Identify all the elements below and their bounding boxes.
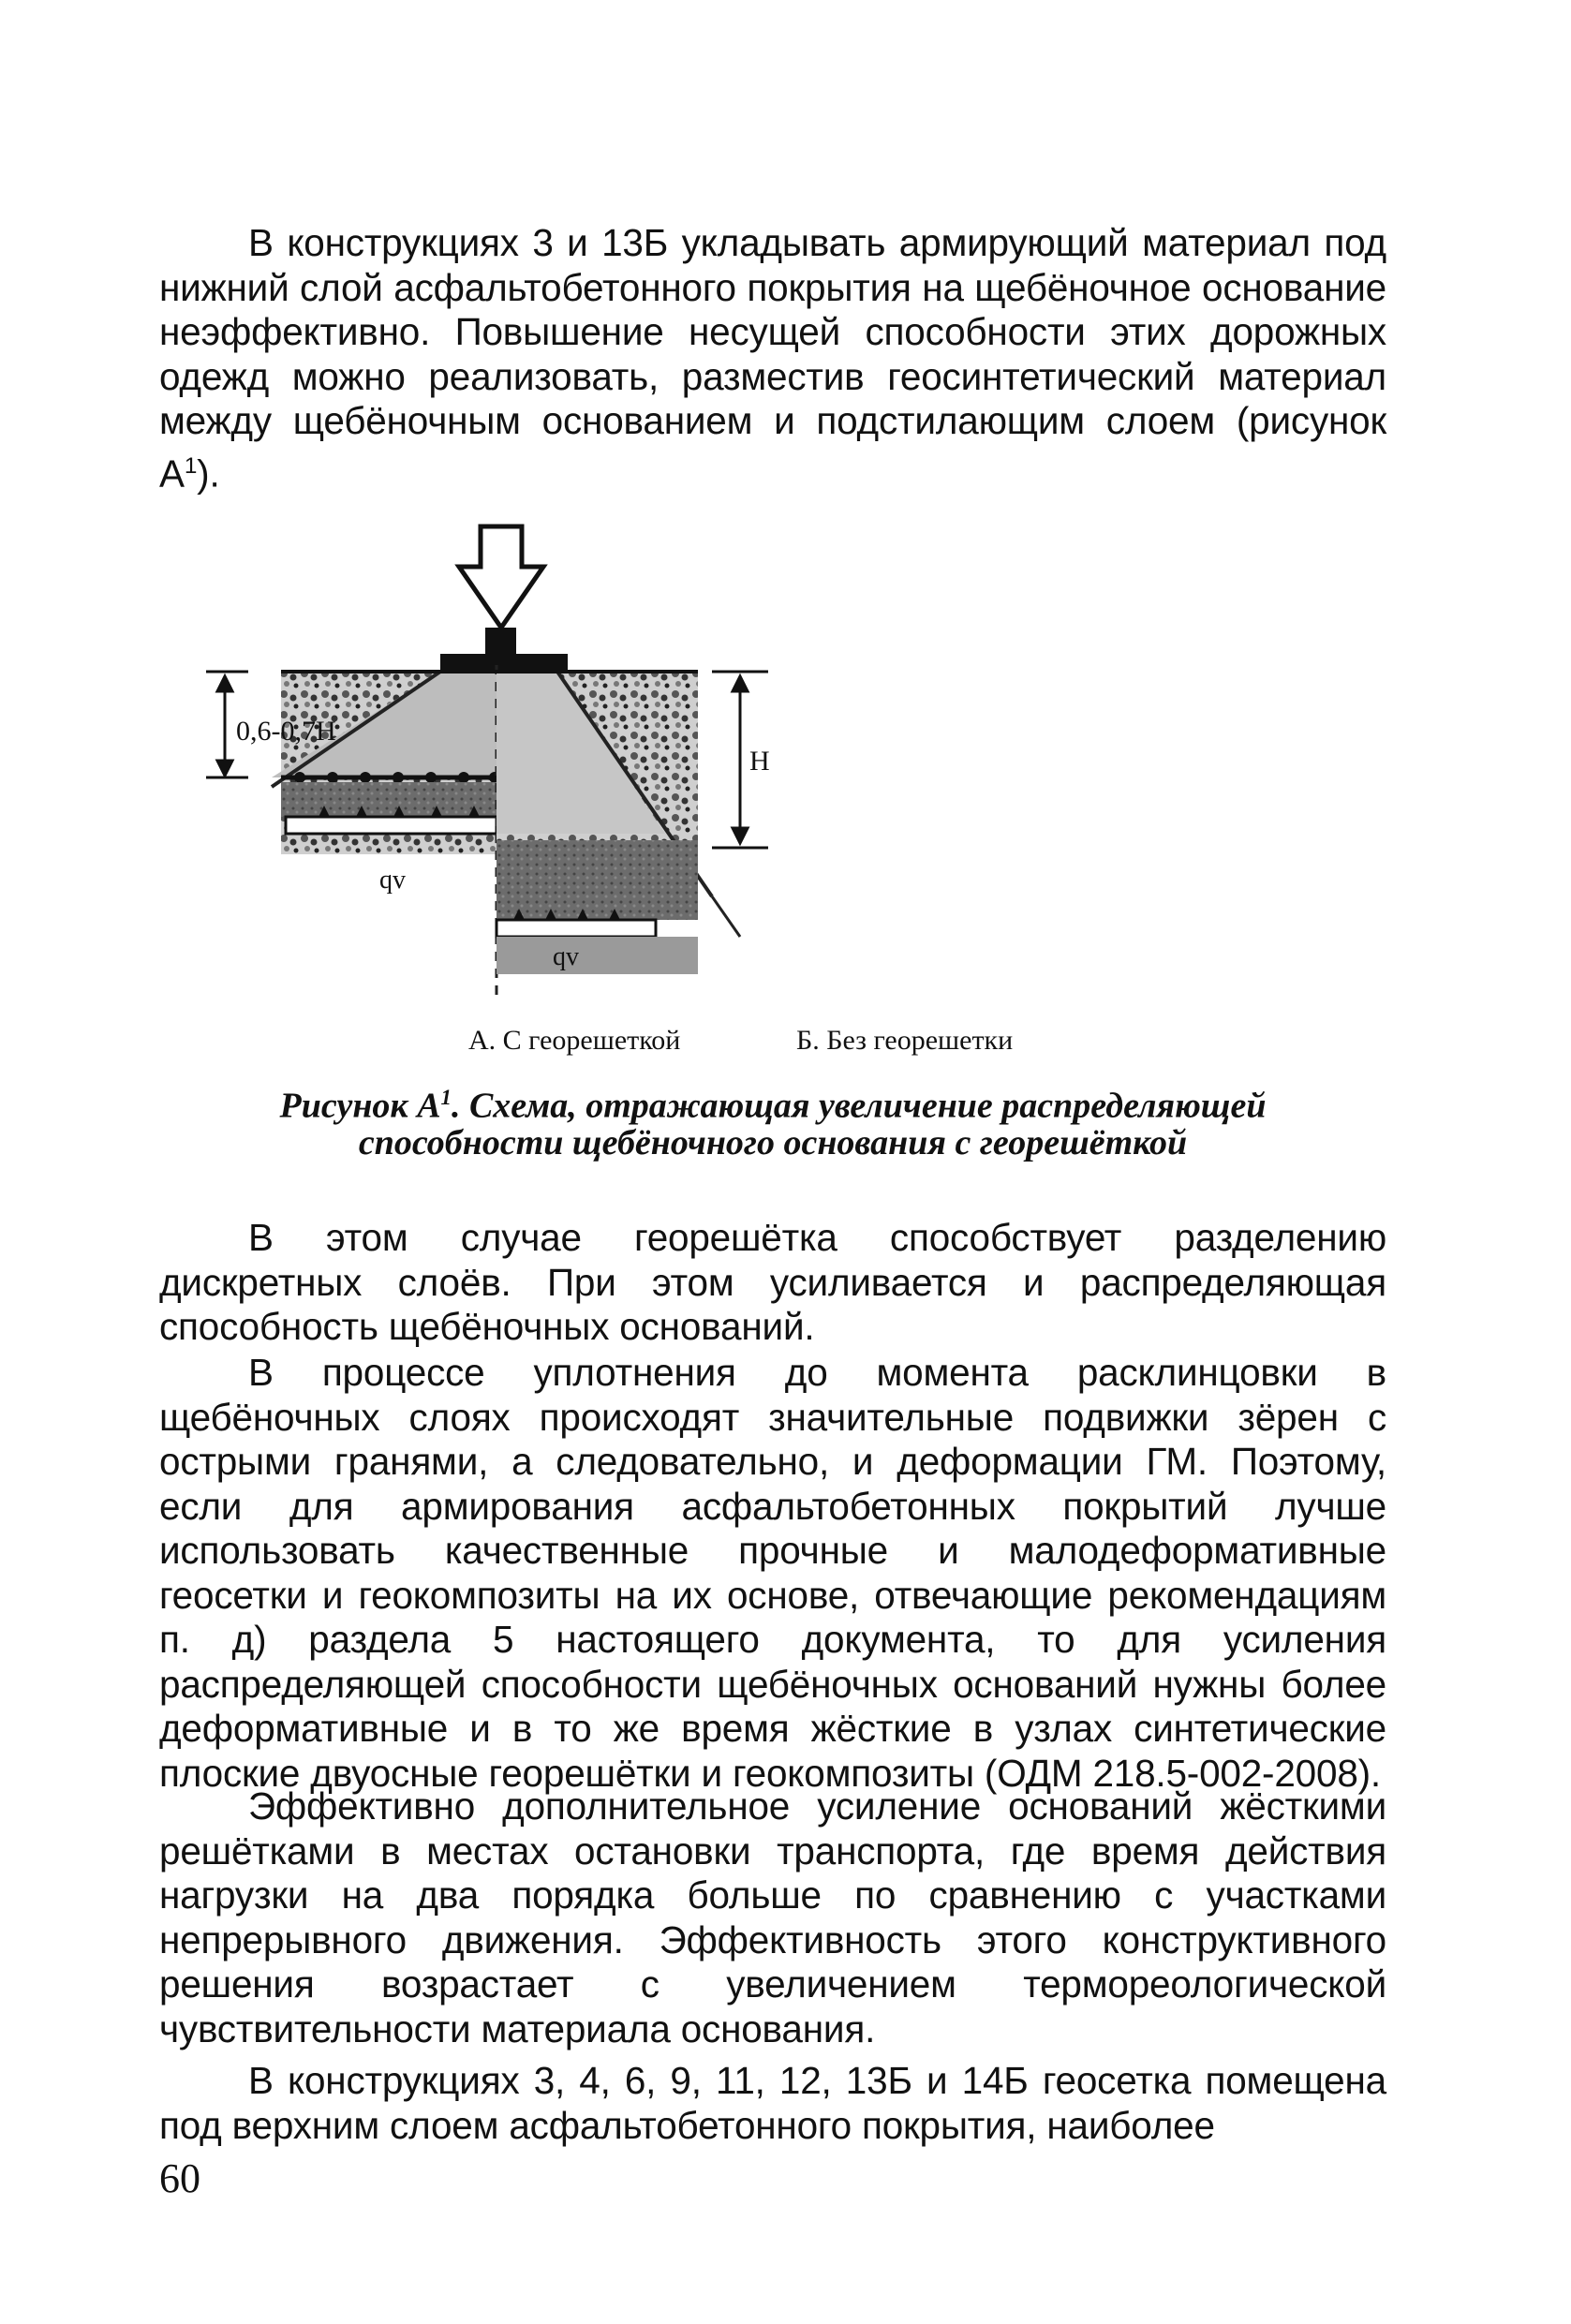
lower-layer-b: [496, 937, 698, 974]
reaction-bar-b: [496, 920, 656, 937]
subgrade-b: [496, 840, 698, 920]
label-qv-right: qv: [553, 942, 579, 971]
paragraph-5: В конструкциях 3, 4, 6, 9, 11, 12, 13Б и 14Б геосетка помещена под верхним слоем асфальтобетонного покрытия, наиболее: [159, 2059, 1386, 2147]
reaction-bar-a: [286, 817, 496, 834]
figure-sublabel-a: А. С георешеткой: [468, 1025, 681, 1056]
label-h: H: [749, 746, 770, 777]
figure-caption-line-2: способности щебёночного основания с георешёткой: [358, 1123, 1188, 1162]
figure-caption-line-1: Рисунок $А^1$. Схема, отражающая увеличение распределяющей: [279, 1086, 1267, 1126]
label-qv-left: qv: [379, 866, 406, 895]
load-arrow: [459, 526, 543, 628]
figure-sublabel-b: Б. Без георешетки: [796, 1025, 1014, 1056]
paragraph-3: В процессе уплотнения до момента расклинцовки в щебёночных слоях происходят значительные подвижки зёрен с острыми гранями, а следовательно, и деформации ГМ. Поэтому, если для армирования асфальтобетонных покрытий лучше использовать качественные прочные и малодеформативные геосетки и геокомпозиты на их основе, отвечающие рекомендациям п. д) раздела 5 настоящего документа, то для усиления распределяющей способности щебёночных оснований нужны более деформативные и в то же время жёсткие в узлах синтетические плоские двуосные георешётки и геокомпозиты (ОДМ 218.5-002-2008).: [159, 1351, 1386, 1795]
section-a: [272, 672, 500, 854]
paragraph-2: В этом случае георешётка способствует разделению дискретных слоёв. При этом усиливается и распределяющая способность щебёночных оснований.: [159, 1216, 1386, 1348]
paragraph-1: В конструкциях 3 и 13Б укладывать армирующий материал под нижний слой асфальтобетонного покрытия на щебёночное основание неэффективно. Повышение несущей способности этих дорожных одежд можно реализовать, разместив геосинтетический материал между щебёночным основанием и подстилающим слоем (рисунок $А^1$).: [159, 221, 1386, 495]
paragraph-4: Эффективно дополнительное усиление оснований жёсткими решётками в местах остановки транспорта, где время действия нагрузки на два порядка больше по сравнению с участками непрерывного движения. Эффективность этого конструктивного решения возрастает с увеличением термореологической чувствительности материала основания.: [159, 1784, 1386, 2050]
stress-line-b-lower: [712, 896, 740, 937]
load-stamp-post: [485, 628, 516, 658]
page-number: 60: [159, 2155, 200, 2201]
load-stamp-plate: [440, 654, 568, 671]
subgrade-a: [281, 782, 496, 817]
figure-diagram: [236, 525, 1255, 1049]
section-b: [496, 672, 740, 974]
label-depth: 0,6-0,7H: [236, 716, 336, 747]
